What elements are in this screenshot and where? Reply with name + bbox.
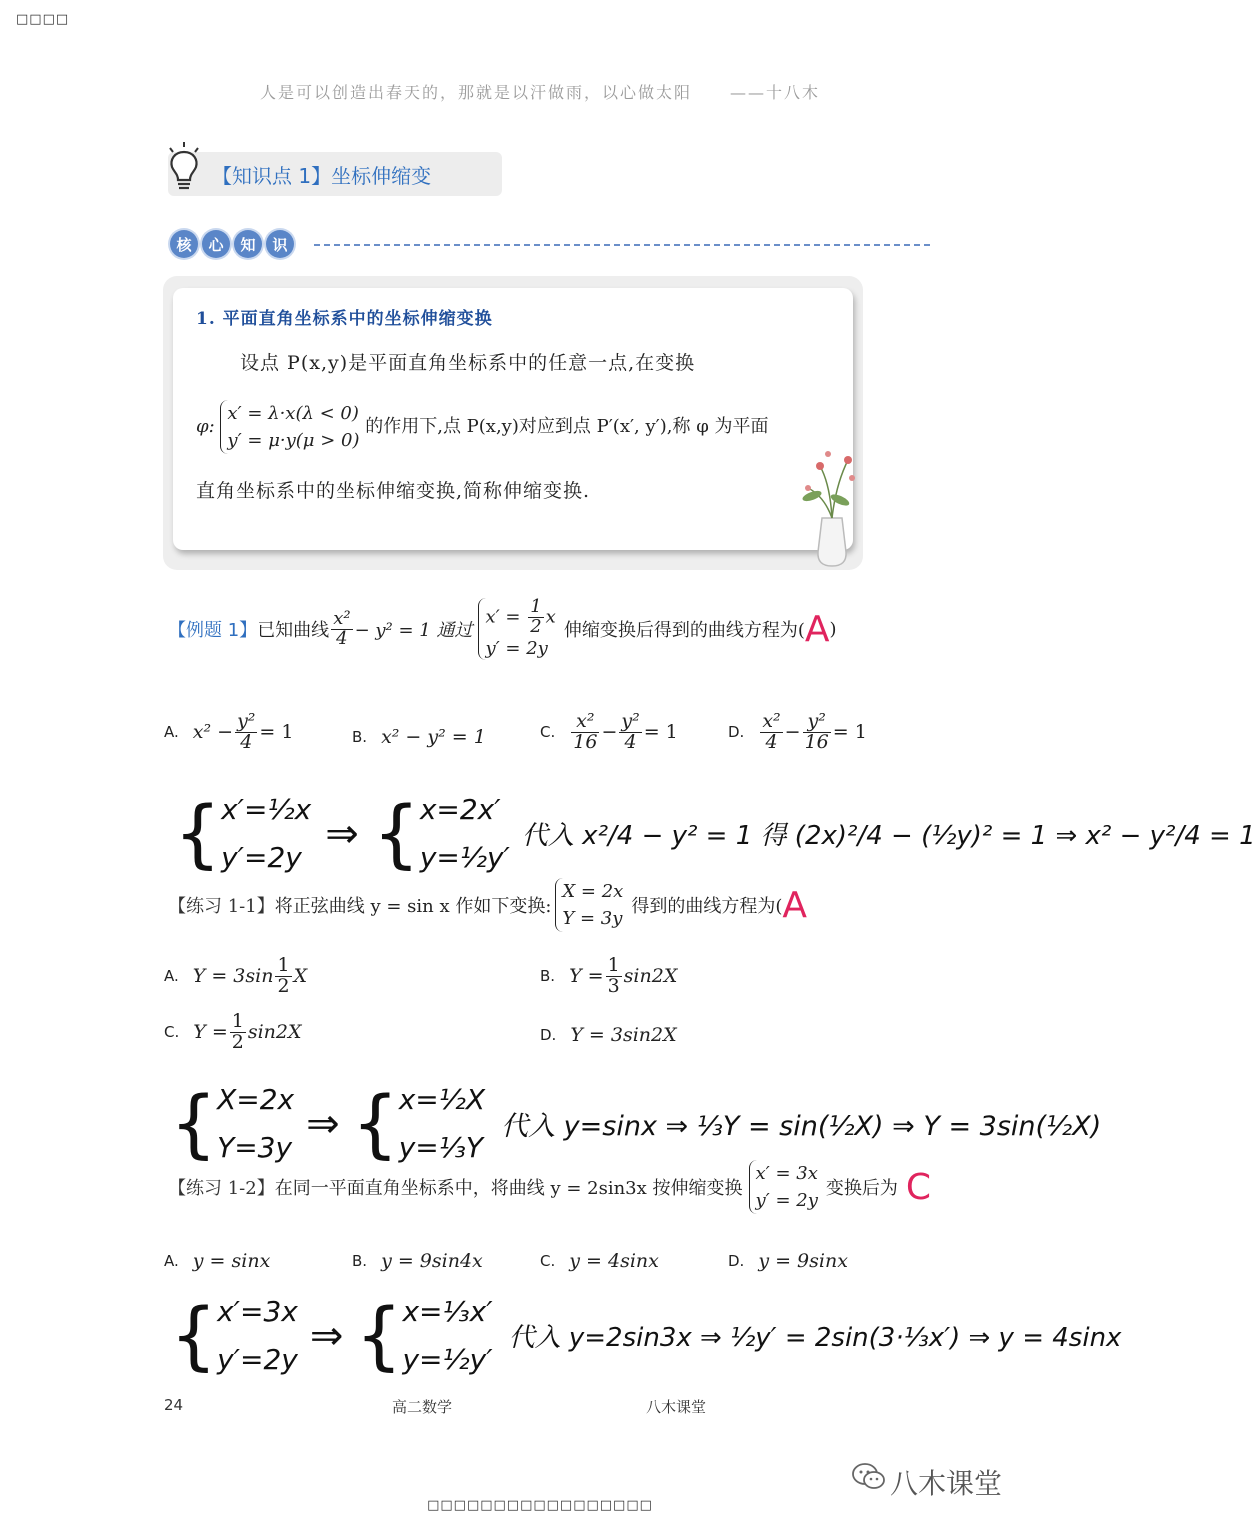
system-eq-1: x′ = λ·x(λ < 0) — [227, 403, 359, 424]
example-1-close: ) — [829, 618, 837, 640]
dashed-divider — [314, 244, 930, 246]
practice-1-2-tag: 【练习 1-2】 — [168, 1178, 275, 1199]
practice-1-1-option-a: A. Y = 3sin $\frac{1}{2}$ X — [164, 954, 308, 997]
motto-author: ——十八木 — [730, 83, 821, 102]
practice-1-2-question: 【练习 1-2】 在同一平面直角坐标系中，将曲线 y = 2sin3x 按伸缩变换 x′ = 3x y′ = 2y 变换后为 C — [168, 1160, 931, 1214]
example-1-option-d: D. $\frac{\text{x²}}{4}$ − $\frac{\text{y²}}{16}$ = 1 — [728, 710, 867, 753]
example-1-handwritten-solution: { x′=½x y′=2y ⇒ { x=2x′ y=½y′ 代入 x²/4 − y² = 1 得 (2x)²/4 − (½y)² = 1 ⇒ x² − y²/4 = 1 — [174, 790, 1256, 877]
flower-vase-icon — [800, 444, 864, 574]
footer-brand: 八木课堂 — [646, 1398, 707, 1416]
transform-system — [220, 400, 359, 454]
definition-line-2 — [196, 400, 769, 454]
example-1-tag: 【例题 1】 — [168, 620, 258, 642]
practice-1-2-handwritten-solution: { x′=3x y′=2y ⇒ { x=⅓x′ y=½y′ 代入 y=2sin3x ⇒ ½y′ = 2sin(3·⅓x′) ⇒ y = 4sinx — [170, 1292, 1122, 1379]
footer-subject: 高二数学 — [392, 1398, 453, 1416]
knowledge-point-title: 【知识点 1】坐标伸缩变 — [212, 164, 432, 188]
wechat-icon — [852, 1462, 886, 1496]
example-1-option-b: B. x² − y² = 1 — [352, 726, 486, 748]
example-1-pre: 已知曲线 — [257, 620, 330, 642]
page-number: 24 — [164, 1396, 184, 1414]
phi-symbol: φ: — [196, 416, 215, 437]
definition-mid-text: 的作用下,点 P(x,y)对应到点 P′(x′, y′),称 φ 为平面 — [365, 416, 769, 437]
practice-1-1-option-b: B. Y = $\frac{1}{3}$ sin2X — [540, 954, 678, 997]
watermark: 八木课堂 — [890, 1467, 1003, 1500]
curve-rest: − y² = 1 通过 — [354, 620, 473, 642]
example-1-answer: A — [804, 608, 830, 650]
example-1-question — [168, 598, 837, 660]
example-1-system: x′ = $\frac{1}{2}$ x y′ = 2y — [478, 598, 555, 660]
practice-1-1-option-d: D. Y = 3sin2X — [540, 1024, 677, 1046]
practice-1-2-option-b: B. y = 9sin4x — [352, 1250, 483, 1272]
practice-1-1-handwritten-solution: { X=2x Y=3y ⇒ { x=½X y=⅓Y 代入 y=sinx ⇒ ⅓Y = sin(½X) ⇒ Y = 3sin(½X) — [170, 1080, 1102, 1167]
definition-line-3: 直角坐标系中的坐标伸缩变换,简称伸缩变换. — [196, 480, 591, 502]
core-badge: 核 — [170, 230, 198, 258]
practice-1-1-system: X = 2x Y = 3y — [555, 878, 623, 932]
system-eq-2: y′ = μ·y(μ > 0) — [227, 430, 360, 451]
practice-1-1-option-c: C. Y = $\frac{1}{2}$ sin2X — [164, 1010, 302, 1053]
practice-1-1-answer: A — [782, 884, 808, 926]
section-title: 1. 平面直角坐标系中的坐标伸缩变换 — [196, 309, 493, 329]
example-1-option-c: C. $\frac{\text{x²}}{16}$ − $\frac{\text{y²}}{4}$ = 1 — [540, 710, 678, 753]
core-badge: 识 — [266, 230, 294, 258]
core-badge: 知 — [234, 230, 262, 258]
corner-text: □□□□ — [16, 12, 70, 27]
curve-fraction: $\frac{\text{x²}}{4}$ — [333, 607, 351, 649]
practice-1-2-answer: C — [905, 1166, 932, 1208]
core-badge: 心 — [202, 230, 230, 258]
practice-1-2-option-d: D. y = 9sinx — [728, 1250, 848, 1272]
example-1-option-a: A. x² − $\frac{\text{y²}}{4}$ = 1 — [164, 710, 294, 753]
core-knowledge-badges — [170, 230, 294, 258]
definition-line-1: 设点 P(x,y)是平面直角坐标系中的任意一点,在变换 — [240, 352, 696, 374]
motto-quote: 人是可以创造出春天的，那就是以汗做雨，以心做太阳 — [259, 83, 692, 102]
lightbulb-icon — [164, 140, 204, 196]
practice-1-1-question: 【练习 1-1】 将正弦曲线 y = sin x 作如下变换: X = 2x Y = 3y 得到的曲线方程为( A — [168, 878, 807, 932]
motto — [0, 80, 1080, 103]
practice-1-2-option-a: A. y = sinx — [164, 1250, 271, 1272]
practice-1-2-system: x′ = 3x y′ = 2y — [749, 1160, 818, 1214]
practice-1-1-tag: 【练习 1-1】 — [168, 896, 275, 917]
example-1-post: 伸缩变换后得到的曲线方程为( — [563, 620, 805, 642]
practice-1-2-option-c: C. y = 4sinx — [540, 1250, 659, 1272]
bottom-text: □□□□□□□□□□□□□□□□□ — [427, 1498, 653, 1513]
